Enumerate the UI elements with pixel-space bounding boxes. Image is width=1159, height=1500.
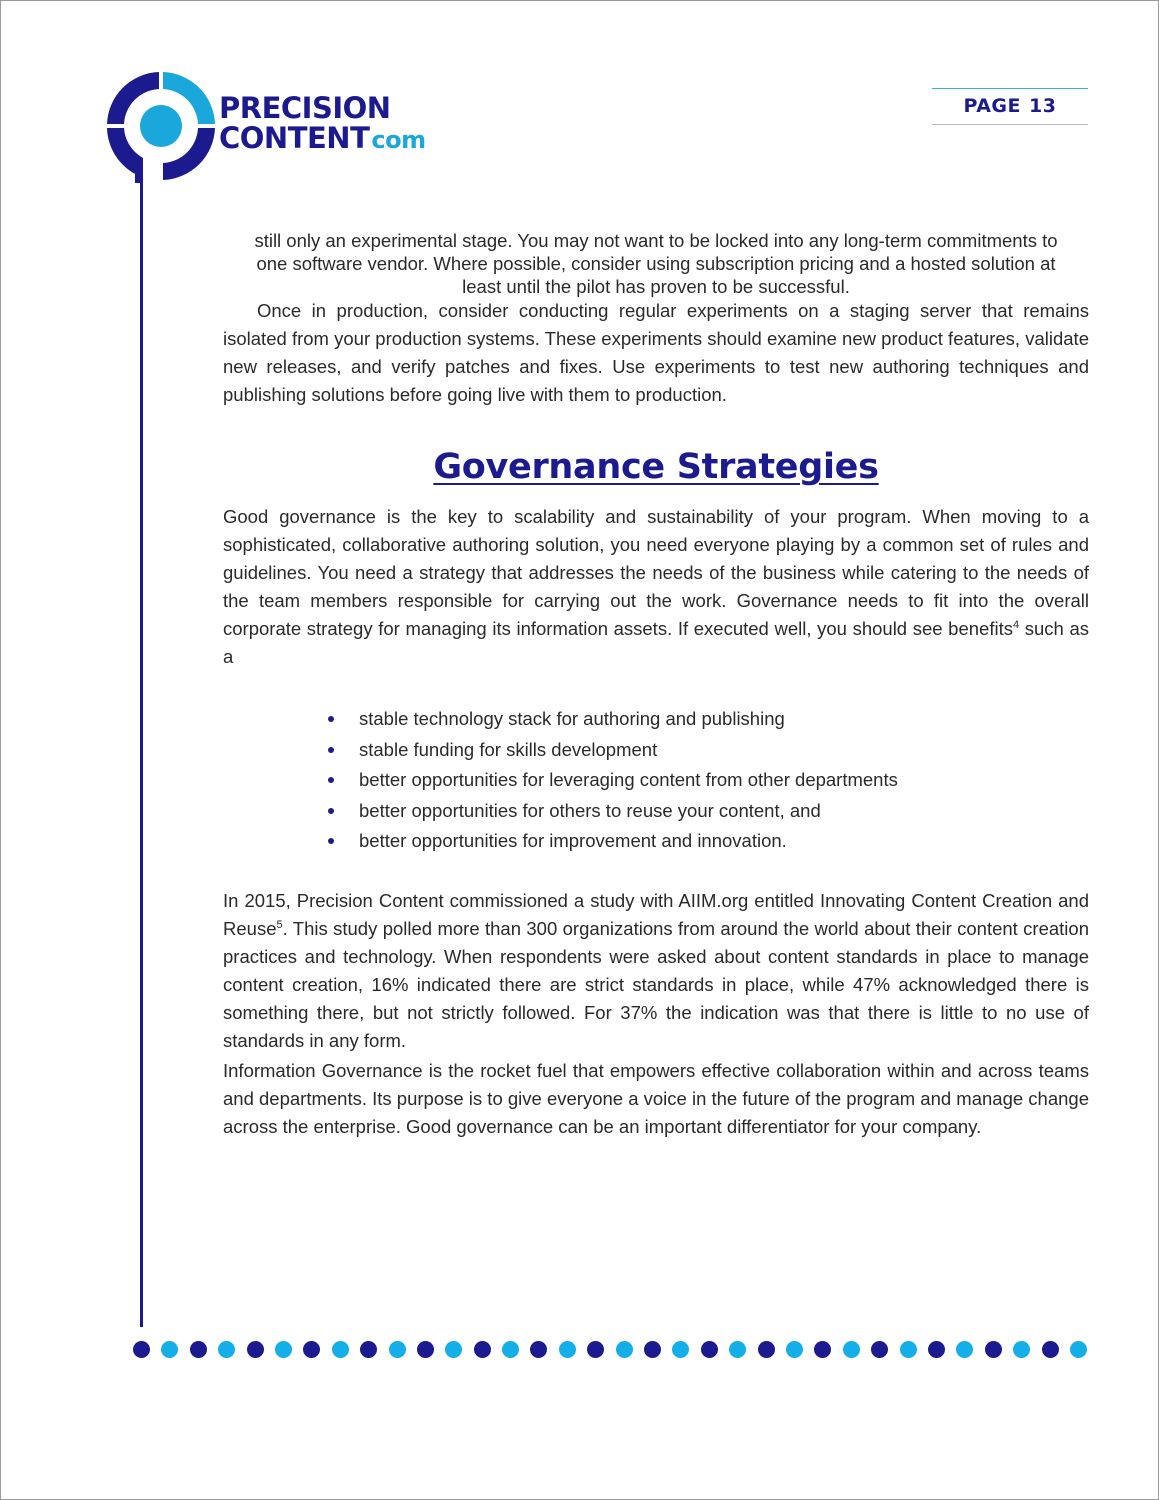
footer-dot-icon — [956, 1341, 973, 1358]
footer-dot-icon — [360, 1341, 377, 1358]
paragraph-text: such as a — [223, 618, 1089, 667]
bullet-icon — [328, 716, 334, 722]
footer-dot-icon — [587, 1341, 604, 1358]
footer-dot-icon — [303, 1341, 320, 1358]
list-item-text: better opportunities for improvement and innovation. — [359, 830, 787, 851]
footer-dot-icon — [1013, 1341, 1030, 1358]
footer-dot-icon — [672, 1341, 689, 1358]
list-item-text: stable funding for skills development — [359, 738, 658, 760]
list-item-text: better opportunities for leveraging content from other departments — [359, 769, 898, 790]
footer-dot-icon — [786, 1341, 803, 1358]
footer-dot-icon — [445, 1341, 462, 1358]
list-item — [326, 765, 898, 796]
paragraph-production-experiments: Once in production, consider conducting regular experiments on a staging server that remains isolated from your production systems. These experiments should examine new product features, validate new releases, and verify patches and fixes. Use experiments to test new authoring techniques and publishing solutions before going live with them to production. — [223, 300, 1089, 405]
footer-dot-icon — [1042, 1341, 1059, 1358]
footer-dot-divider — [133, 1341, 1098, 1359]
footer-dot-icon — [247, 1341, 264, 1358]
bullet-icon — [328, 747, 334, 753]
footer-dot-icon — [1070, 1341, 1087, 1358]
footer-dot-icon — [644, 1341, 661, 1358]
precision-content-logo — [105, 71, 445, 183]
footer-dot-icon — [729, 1341, 746, 1358]
footer-dot-icon — [332, 1341, 349, 1358]
footer-dot-icon — [502, 1341, 519, 1358]
list-item — [326, 704, 898, 735]
footer-dot-icon — [417, 1341, 434, 1358]
logo-wordmark-com: com — [371, 126, 426, 154]
paragraph-information-governance: Information Governance is the rocket fuel that empowers effective collaboration within and across teams and departments. Its purpose is to give everyone a voice in the future of the program and manage change across the enterprise. Good governance can be an important differentiator for your company. — [223, 1060, 1089, 1137]
paragraph-aiim-study — [223, 887, 1089, 1055]
section-heading: Governance Strategies — [433, 447, 879, 487]
paragraph-text: Good governance is the key to scalability and sustainability of your program. When moving to a sophisticated, collaborative authoring solution, you need everyone playing by a common set of rules and guidelines. You need a strategy that addresses the needs of the business while catering to the needs of the team members responsible for carrying out the work. Governance needs to fit into the overall corporate strategy for managing its information assets. If executed well, you should see benefits — [223, 506, 1089, 639]
logo-ring-icon — [105, 71, 217, 183]
list-item-text: stable technology stack for authoring and publishing — [359, 708, 785, 729]
footer-dot-icon — [389, 1341, 406, 1358]
footer-dot-icon — [928, 1341, 945, 1358]
footer-dot-icon — [474, 1341, 491, 1358]
intro-centered-paragraph: still only an experimental stage. You may not want to be locked into any long-term commitments to one software vendor. Where possible, consider using subscription pricing and a hosted solution at least until the pilot has proven to be successful. — [254, 230, 1058, 297]
footer-dot-icon — [190, 1341, 207, 1358]
list-item — [326, 796, 898, 827]
paragraph-text: In 2015, Precision Content commissioned a study with AIIM.org entitled Innovating Content Creation and Reuse — [223, 890, 1089, 939]
bullet-icon — [328, 838, 334, 844]
footer-dot-icon — [275, 1341, 292, 1358]
footer-dot-icon — [814, 1341, 831, 1358]
footer-dot-icon — [133, 1341, 150, 1358]
footer-dot-icon — [701, 1341, 718, 1358]
page-number-label — [932, 88, 1088, 125]
footnote-ref-5[interactable]: 5 — [276, 918, 283, 931]
logo-wordmark-line1: PRECISION — [219, 91, 391, 125]
list-item-text: better opportunities for others to reuse your content, and — [359, 799, 821, 821]
footer-dot-icon — [530, 1341, 547, 1358]
footer-dot-icon — [616, 1341, 633, 1358]
bullet-icon — [328, 808, 334, 814]
footnote-ref-4[interactable]: 4 — [1012, 618, 1020, 631]
benefits-list — [326, 704, 898, 857]
footer-dot-icon — [900, 1341, 917, 1358]
list-item — [326, 735, 898, 766]
page-label: PAGE — [963, 95, 1021, 117]
footer-dot-icon — [843, 1341, 860, 1358]
footer-dot-icon — [161, 1341, 178, 1358]
footer-dot-icon — [559, 1341, 576, 1358]
paragraph-good-governance — [223, 503, 1089, 671]
bullet-icon — [328, 777, 334, 783]
page-number: 13 — [1029, 95, 1057, 117]
footer-dot-icon — [985, 1341, 1002, 1358]
paragraph-text: . This study polled more than 300 organizations from around the world about their content creation practices and technology. When respondents were asked about content standards in place to manage content creation, 16% indicated there are strict standards in place, while 47% acknowledged there is something there, but not strictly followed. For 37% the indication was that there is little to no use of standards in any form. — [223, 918, 1089, 1051]
logo-wordmark-line2 — [219, 123, 426, 155]
list-item — [326, 826, 898, 857]
left-margin-rule — [140, 175, 143, 1327]
footer-dot-icon — [218, 1341, 235, 1358]
logo-wordmark-content: CONTENT — [219, 121, 370, 155]
footer-dot-icon — [871, 1341, 888, 1358]
footer-dot-icon — [758, 1341, 775, 1358]
